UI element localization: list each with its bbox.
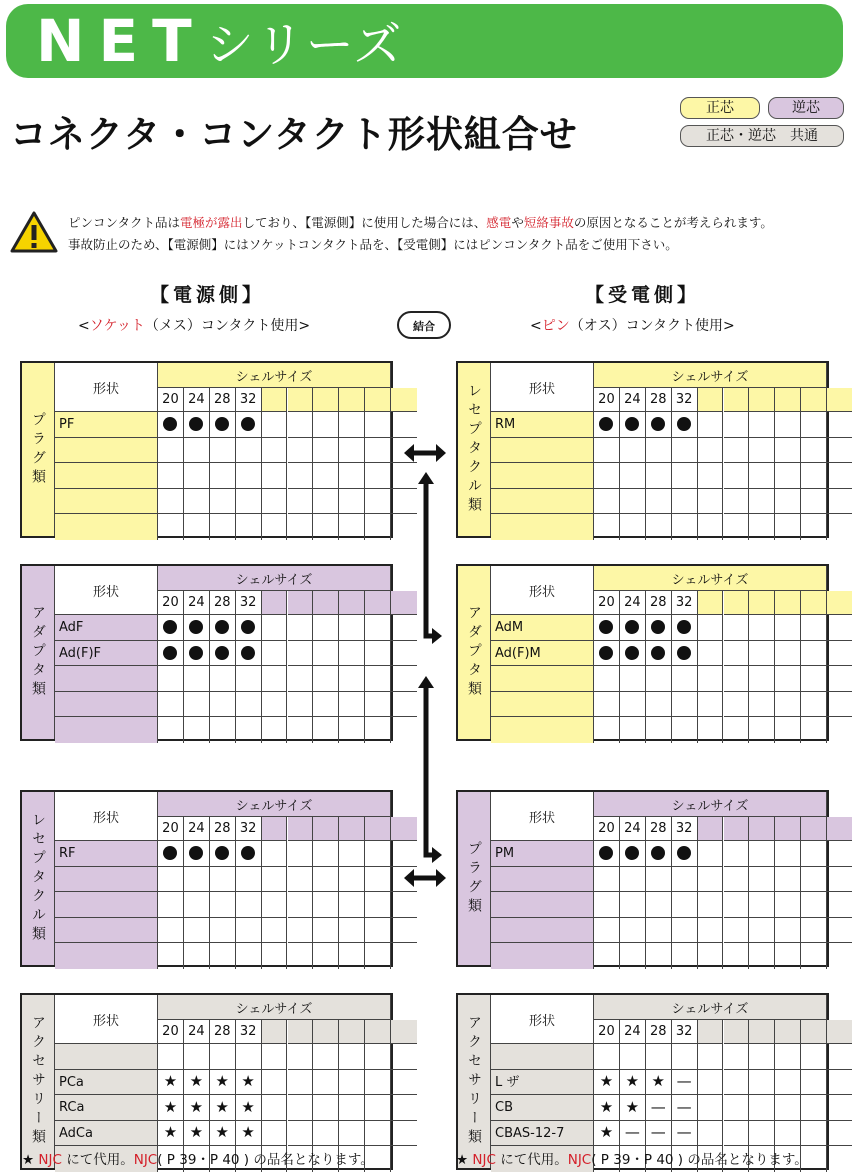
shell-size-32: 32 <box>672 388 698 412</box>
category-label: プラグ類 <box>30 411 46 488</box>
dash-mark: — <box>676 1072 692 1091</box>
star-mark: ★ <box>189 1072 204 1091</box>
shell-size-28: 28 <box>646 817 672 841</box>
shell-size-20: 20 <box>158 388 184 412</box>
join-badge: 結合 <box>397 311 451 339</box>
star-mark: ★ <box>163 1097 178 1116</box>
star-mark: ★ <box>599 1097 614 1116</box>
shell-size-24: 24 <box>184 388 210 412</box>
shell-size-28: 28 <box>646 1020 672 1044</box>
shell-size-24: 24 <box>184 1020 210 1044</box>
receive-side-subtitle: <ピン（オス）コンタクト使用> <box>530 318 735 334</box>
legend-both: 正芯・逆芯 共通 <box>680 125 844 147</box>
shell-size-32: 32 <box>236 817 262 841</box>
shape-name: Ad(F)F <box>55 641 158 667</box>
shell-size-header: シェルサイズ <box>594 363 827 388</box>
shape-name: RM <box>491 412 594 438</box>
shell-size-28: 28 <box>646 591 672 615</box>
shape-header: 形状 <box>55 995 158 1044</box>
dash-mark: — <box>650 1123 666 1142</box>
star-mark: ★ <box>163 1123 178 1142</box>
shape-header: 形状 <box>491 363 594 412</box>
shape-name: AdCa <box>55 1121 158 1147</box>
power-side-title: 【電源側】 <box>150 284 266 306</box>
shape-name: AdM <box>491 615 594 641</box>
shell-size-24: 24 <box>620 817 646 841</box>
shell-size-header: シェルサイズ <box>594 995 827 1020</box>
star-mark: ★ <box>625 1097 640 1116</box>
shape-name: CBAS-12-7 <box>491 1121 594 1147</box>
shell-size-32: 32 <box>236 388 262 412</box>
shell-size-header: シェルサイズ <box>158 792 391 817</box>
star-mark: ★ <box>651 1072 665 1091</box>
star-mark: ★ <box>189 1097 204 1116</box>
shape-header: 形状 <box>491 792 594 841</box>
shell-size-20: 20 <box>594 591 620 615</box>
shape-header: 形状 <box>55 566 158 615</box>
shape-name: RF <box>55 841 158 867</box>
shell-size-24: 24 <box>620 1020 646 1044</box>
star-mark: ★ <box>599 1123 614 1142</box>
shell-size-header: シェルサイズ <box>594 566 827 591</box>
shell-size-28: 28 <box>210 388 236 412</box>
shell-size-32: 32 <box>672 817 698 841</box>
shell-size-header: シェルサイズ <box>158 566 391 591</box>
shape-name: RCa <box>55 1095 158 1121</box>
shell-size-header: シェルサイズ <box>594 792 827 817</box>
page-title: コネクタ・コンタクト形状組合せ <box>10 113 578 156</box>
shape-name: CB <box>491 1095 594 1121</box>
shell-size-20: 20 <box>158 1020 184 1044</box>
dash-mark: — <box>676 1097 692 1116</box>
footnote-left: ★ NJC にて代用。NJC( P 39・P 40 ) の品名となります。 <box>22 1152 374 1168</box>
shell-size-28: 28 <box>210 591 236 615</box>
shell-size-20: 20 <box>594 1020 620 1044</box>
shell-size-20: 20 <box>594 817 620 841</box>
star-mark: ★ <box>625 1072 640 1091</box>
shape-header: 形状 <box>55 363 158 412</box>
star-mark: ★ <box>241 1072 255 1091</box>
power-side-subtitle: <ソケット（メス）コンタクト使用> <box>78 318 311 334</box>
shell-size-20: 20 <box>158 591 184 615</box>
category-label: レセプタクル類 <box>30 812 46 945</box>
series-title: NETシリーズ <box>36 7 404 75</box>
category-label: アダプタ類 <box>30 605 46 700</box>
shell-size-28: 28 <box>210 817 236 841</box>
dash-mark: — <box>650 1097 666 1116</box>
category-label: プラグ類 <box>466 840 482 917</box>
shell-size-header: シェルサイズ <box>158 995 391 1020</box>
star-mark: ★ <box>215 1097 229 1116</box>
shell-size-28: 28 <box>210 1020 236 1044</box>
legend-male: 正芯 <box>680 97 760 119</box>
shell-size-32: 32 <box>672 591 698 615</box>
star-mark: ★ <box>215 1123 229 1142</box>
shape-header: 形状 <box>491 566 594 615</box>
warning-line-1: ピンコンタクト品は電極が露出しており、【電源側】に使用した場合には、感電や短絡事故の原因となることが考えられます。 <box>68 215 773 230</box>
shell-size-24: 24 <box>184 591 210 615</box>
receive-side-title: 【受電側】 <box>585 284 701 306</box>
shape-header: 形状 <box>491 995 594 1044</box>
star-mark: ★ <box>241 1123 255 1142</box>
shape-name: PCa <box>55 1070 158 1096</box>
shape-header: 形状 <box>55 792 158 841</box>
legend-female: 逆芯 <box>768 97 844 119</box>
star-mark: ★ <box>599 1072 614 1091</box>
shape-name: PF <box>55 412 158 438</box>
star-mark: ★ <box>189 1123 204 1142</box>
category-label: アクセサリー類 <box>30 1015 46 1148</box>
warning-line-2: 事故防止のため、【電源側】にはソケットコンタクト品を、【受電側】にはピンコンタクト品をご使用下さい。 <box>68 237 678 252</box>
shell-size-24: 24 <box>620 388 646 412</box>
shell-size-24: 24 <box>620 591 646 615</box>
shell-size-32: 32 <box>672 1020 698 1044</box>
category-label: アダプタ類 <box>466 605 482 700</box>
shell-size-32: 32 <box>236 1020 262 1044</box>
shape-name: L ザ <box>491 1070 594 1096</box>
footnote-right: ★ NJC にて代用。NJC( P 39・P 40 ) の品名となります。 <box>456 1152 808 1168</box>
shape-name: Ad(F)M <box>491 641 594 667</box>
star-mark: ★ <box>215 1072 229 1091</box>
shell-size-20: 20 <box>158 817 184 841</box>
shell-size-28: 28 <box>646 388 672 412</box>
shell-size-24: 24 <box>184 817 210 841</box>
dash-mark: — <box>624 1123 640 1142</box>
shell-size-header: シェルサイズ <box>158 363 391 388</box>
star-mark: ★ <box>241 1097 255 1116</box>
category-label: レセプタクル類 <box>466 383 482 516</box>
shape-name: AdF <box>55 615 158 641</box>
dash-mark: — <box>676 1123 692 1142</box>
category-label: アクセサリー類 <box>466 1015 482 1148</box>
shell-size-20: 20 <box>594 388 620 412</box>
shape-name: PM <box>491 841 594 867</box>
shell-size-32: 32 <box>236 591 262 615</box>
star-mark: ★ <box>163 1072 178 1091</box>
